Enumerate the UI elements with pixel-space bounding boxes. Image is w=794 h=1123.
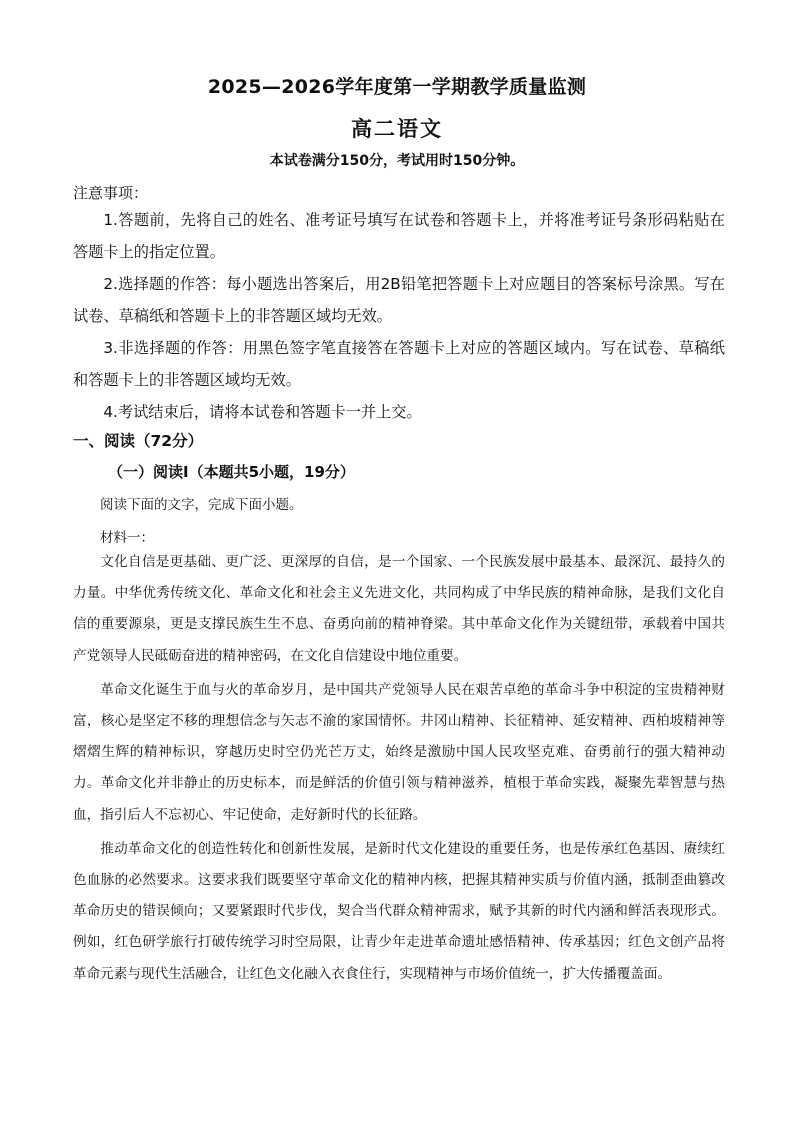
notice-item: 2.选择题的作答：每小题选出答案后，用2B铅笔把答题卡上对应题目的答案标号涂黑。写在试卷、草稿纸和答题卡上的非答题区域均无效。 bbox=[73, 275, 725, 325]
passage-paragraph: 文化自信是更基础、更广泛、更深厚的自信，是一个国家、一个民族发展中最基本、最深沉、最持久的力量。中华优秀传统文化、革命文化和社会主义先进文化，共同构成了中华民族的精神命脉，是我们文化自信的重要源泉，更是支撑民族生生不息、奋勇向前的精神脊梁。其中革命文化作为关键纽带，承载着中国共产党领导人民砥砺奋进的精神密码，在文化自信建设中地位重要。 bbox=[73, 554, 725, 664]
notice-heading: 注意事项： bbox=[73, 184, 149, 202]
score-info: 本试卷满分150分，考试用时150分钟。 bbox=[269, 153, 525, 169]
passage-paragraph: 推动革命文化的创造性转化和创新性发展，是新时代文化建设的重要任务，也是传承红色基因、赓续红色血脉的必然要求。这要求我们既要坚守革命文化的精神内核，把握其精神实质与价值内涵，抵制歪曲篡改革命历史的错误倾向；又要紧跟时代步伐，契合当代群众精神需求，赋予其新的时代内涵和鲜活表现形式。例如，红色研学旅行打破传统学习时空局限，让青少年走进革命遗址感悟精神、传承基因；红色文创产品将革命元素与现代生活融合，让红色文化融入衣食住行，实现精神与市场价值统一，扩大传播覆盖面。 bbox=[73, 840, 725, 982]
material-label: 材料一： bbox=[100, 530, 154, 546]
exam-title: 2025—2026学年度第一学期教学质量监测 bbox=[207, 76, 587, 98]
notice-item: 4.考试结束后，请将本试卷和答题卡一并上交。 bbox=[103, 403, 422, 421]
passage-paragraph: 革命文化诞生于血与火的革命岁月，是中国共产党领导人民在艰苦卓绝的革命斗争中积淀的宝贵精神财富，核心是坚定不移的理想信念与矢志不渝的家国情怀。井冈山精神、长征精神、延安精神、西柏坡精神等熠熠生辉的精神标识，穿越历史时空仍光芒万丈，始终是激励中国人民攻坚克难、奋勇前行的强大精神动力。革命文化并非静止的历史标本，而是鲜活的价值引领与精神滋养，植根于革命实践，凝聚先辈智慧与热血，指引后人不忘初心、牢记使命，走好新时代的长征路。 bbox=[73, 681, 725, 823]
notice-item: 1.答题前，先将自己的姓名、准考证号填写在试卷和答题卡上，并将准考证号条形码粘贴在答题卡上的指定位置。 bbox=[73, 211, 725, 261]
notice-list bbox=[73, 204, 725, 428]
reading-passage bbox=[73, 547, 725, 990]
reading-instruction: 阅读下面的文字，完成下面小题。 bbox=[100, 497, 303, 513]
subsection-heading: （一）阅读Ⅰ（本题共5小题，19分） bbox=[108, 463, 355, 481]
notice-item: 3.非选择题的作答：用黑色签字笔直接答在答题卡上对应的答题区域内。写在试卷、草稿纸和答题卡上的非答题区域均无效。 bbox=[73, 339, 725, 389]
subject-title: 高二语文 bbox=[351, 117, 443, 141]
section-heading: 一、阅读（72分） bbox=[73, 432, 204, 450]
